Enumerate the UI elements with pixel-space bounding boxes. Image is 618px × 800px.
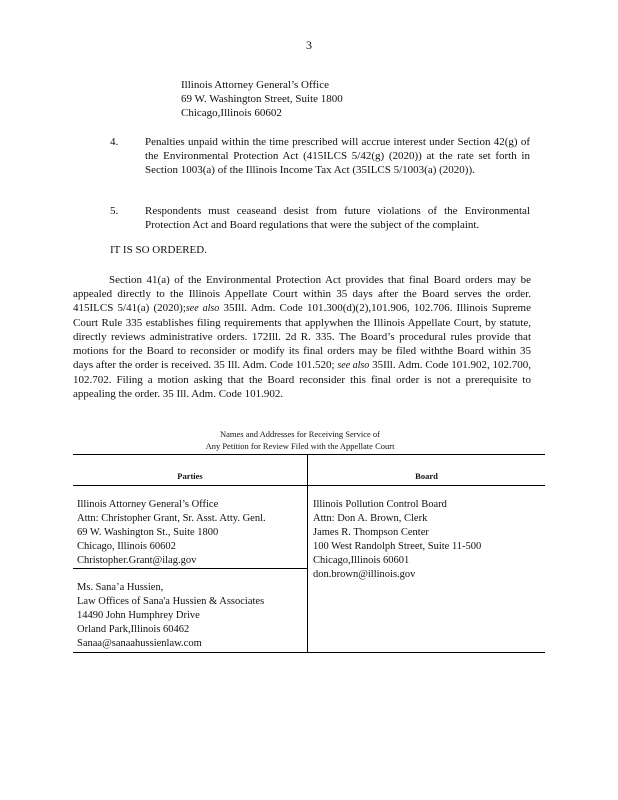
board-header: Board xyxy=(415,471,438,481)
contact-line: Chicago, Illinois 60602 xyxy=(77,541,176,552)
contact-line: Ms. Sana’a Hussien, xyxy=(77,582,164,593)
party-divider xyxy=(73,568,308,569)
item-number: 5. xyxy=(110,205,119,217)
party-hussien xyxy=(77,581,264,651)
caption-line: Names and Addresses for Receiving Service of xyxy=(219,429,381,439)
parties-header: Parties xyxy=(177,471,203,481)
caption-line: Any Petition for Review Filed with the Appellate Court xyxy=(205,441,395,451)
contact-email: Sanaa@sanaahussienlaw.com xyxy=(77,638,202,649)
contact-line: Orland Park,Illinois 60462 xyxy=(77,624,190,635)
order-item-4 xyxy=(110,135,530,191)
party-attorney-general xyxy=(77,498,266,568)
contact-line: Attn: Christopher Grant, Sr. Asst. Atty. Genl. xyxy=(77,513,266,524)
appeal-rights-paragraph xyxy=(73,273,531,401)
contact-line: Attn: Don A. Brown, Clerk xyxy=(313,513,428,524)
item-text: Penalties unpaid within the time prescribed will accrue interest under Section 42(g) of the Environmental Protection Act (415ILCS 5/42(g) (2020)) at the rate set forth in Section 1003(a) of the Illinois Income Tax Act (35ILCS 5/1003(a) (2020)). xyxy=(145,136,530,176)
contact-email: don.brown@illinois.gov xyxy=(313,569,416,580)
so-ordered-statement: IT IS SO ORDERED. xyxy=(110,244,207,256)
board-contact xyxy=(313,498,481,582)
address-line: 69 W. Washington Street, Suite 1800 xyxy=(181,93,343,105)
header-divider xyxy=(73,485,545,486)
contact-line: Law Offices of Sana'a Hussien & Associates xyxy=(77,596,265,607)
address-line: Chicago,Illinois 60602 xyxy=(181,107,282,119)
see-also-signal: see also xyxy=(185,303,220,314)
contact-email: Christopher.Grant@ilag.gov xyxy=(77,555,197,566)
contact-line: James R. Thompson Center xyxy=(313,527,429,538)
contact-line: 69 W. Washington St., Suite 1800 xyxy=(77,527,219,538)
service-list-table xyxy=(73,454,545,653)
order-item-5 xyxy=(110,204,530,232)
service-table-caption xyxy=(150,428,450,452)
paragraph-text: Section 41(a) of the Environmental Protection Act provides that final Board orders may be appealed directly to the Illinois Appellate Court within 35 days after the Board serves the order. 415ILCS 5/41(a) (2020); xyxy=(73,274,531,314)
address-line: Illinois Attorney General’s Office xyxy=(181,79,329,91)
contact-line: 100 West Randolph Street, Suite 11-500 xyxy=(313,541,482,552)
item-number: 4. xyxy=(110,136,119,148)
contact-line: Chicago,Illinois 60601 xyxy=(313,555,410,566)
item-text: Respondents must ceaseand desist from future violations of the Environmental Protection Act and Board regulations that were the subject of the complaint. xyxy=(145,205,530,231)
see-also-signal: see also xyxy=(337,360,370,371)
address-block xyxy=(181,78,343,120)
contact-line: 14490 John Humphrey Drive xyxy=(77,610,200,621)
paragraph-text: 35Ill. Adm. Code 101.902, 102.700, 102.702. Filing a motion asking that the Board reconsider this final order is not a prerequisite to appealing the order. 35 Ill. Adm. Code 101.902. xyxy=(73,359,531,400)
paragraph-text: 35Ill. Adm. Code 101.300(d)(2),101.906, 102.706. Illinois Supreme Court Rule 335 establishes filing requirements that applywhen the Illinois Appellate Court, by statute, directly reviews administrative orders. 172Ill. 2d R. 335. The Board’s procedural rules provide that motions for the Board to reconsider or modify its final orders may be filed withthe Board within 35 days after the order is received. 35 Ill. Adm. Code 101.520; xyxy=(73,302,531,371)
contact-line: Illinois Pollution Control Board xyxy=(313,499,447,510)
page-number: 3 xyxy=(306,38,312,52)
contact-line: Illinois Attorney General’s Office xyxy=(77,499,219,510)
